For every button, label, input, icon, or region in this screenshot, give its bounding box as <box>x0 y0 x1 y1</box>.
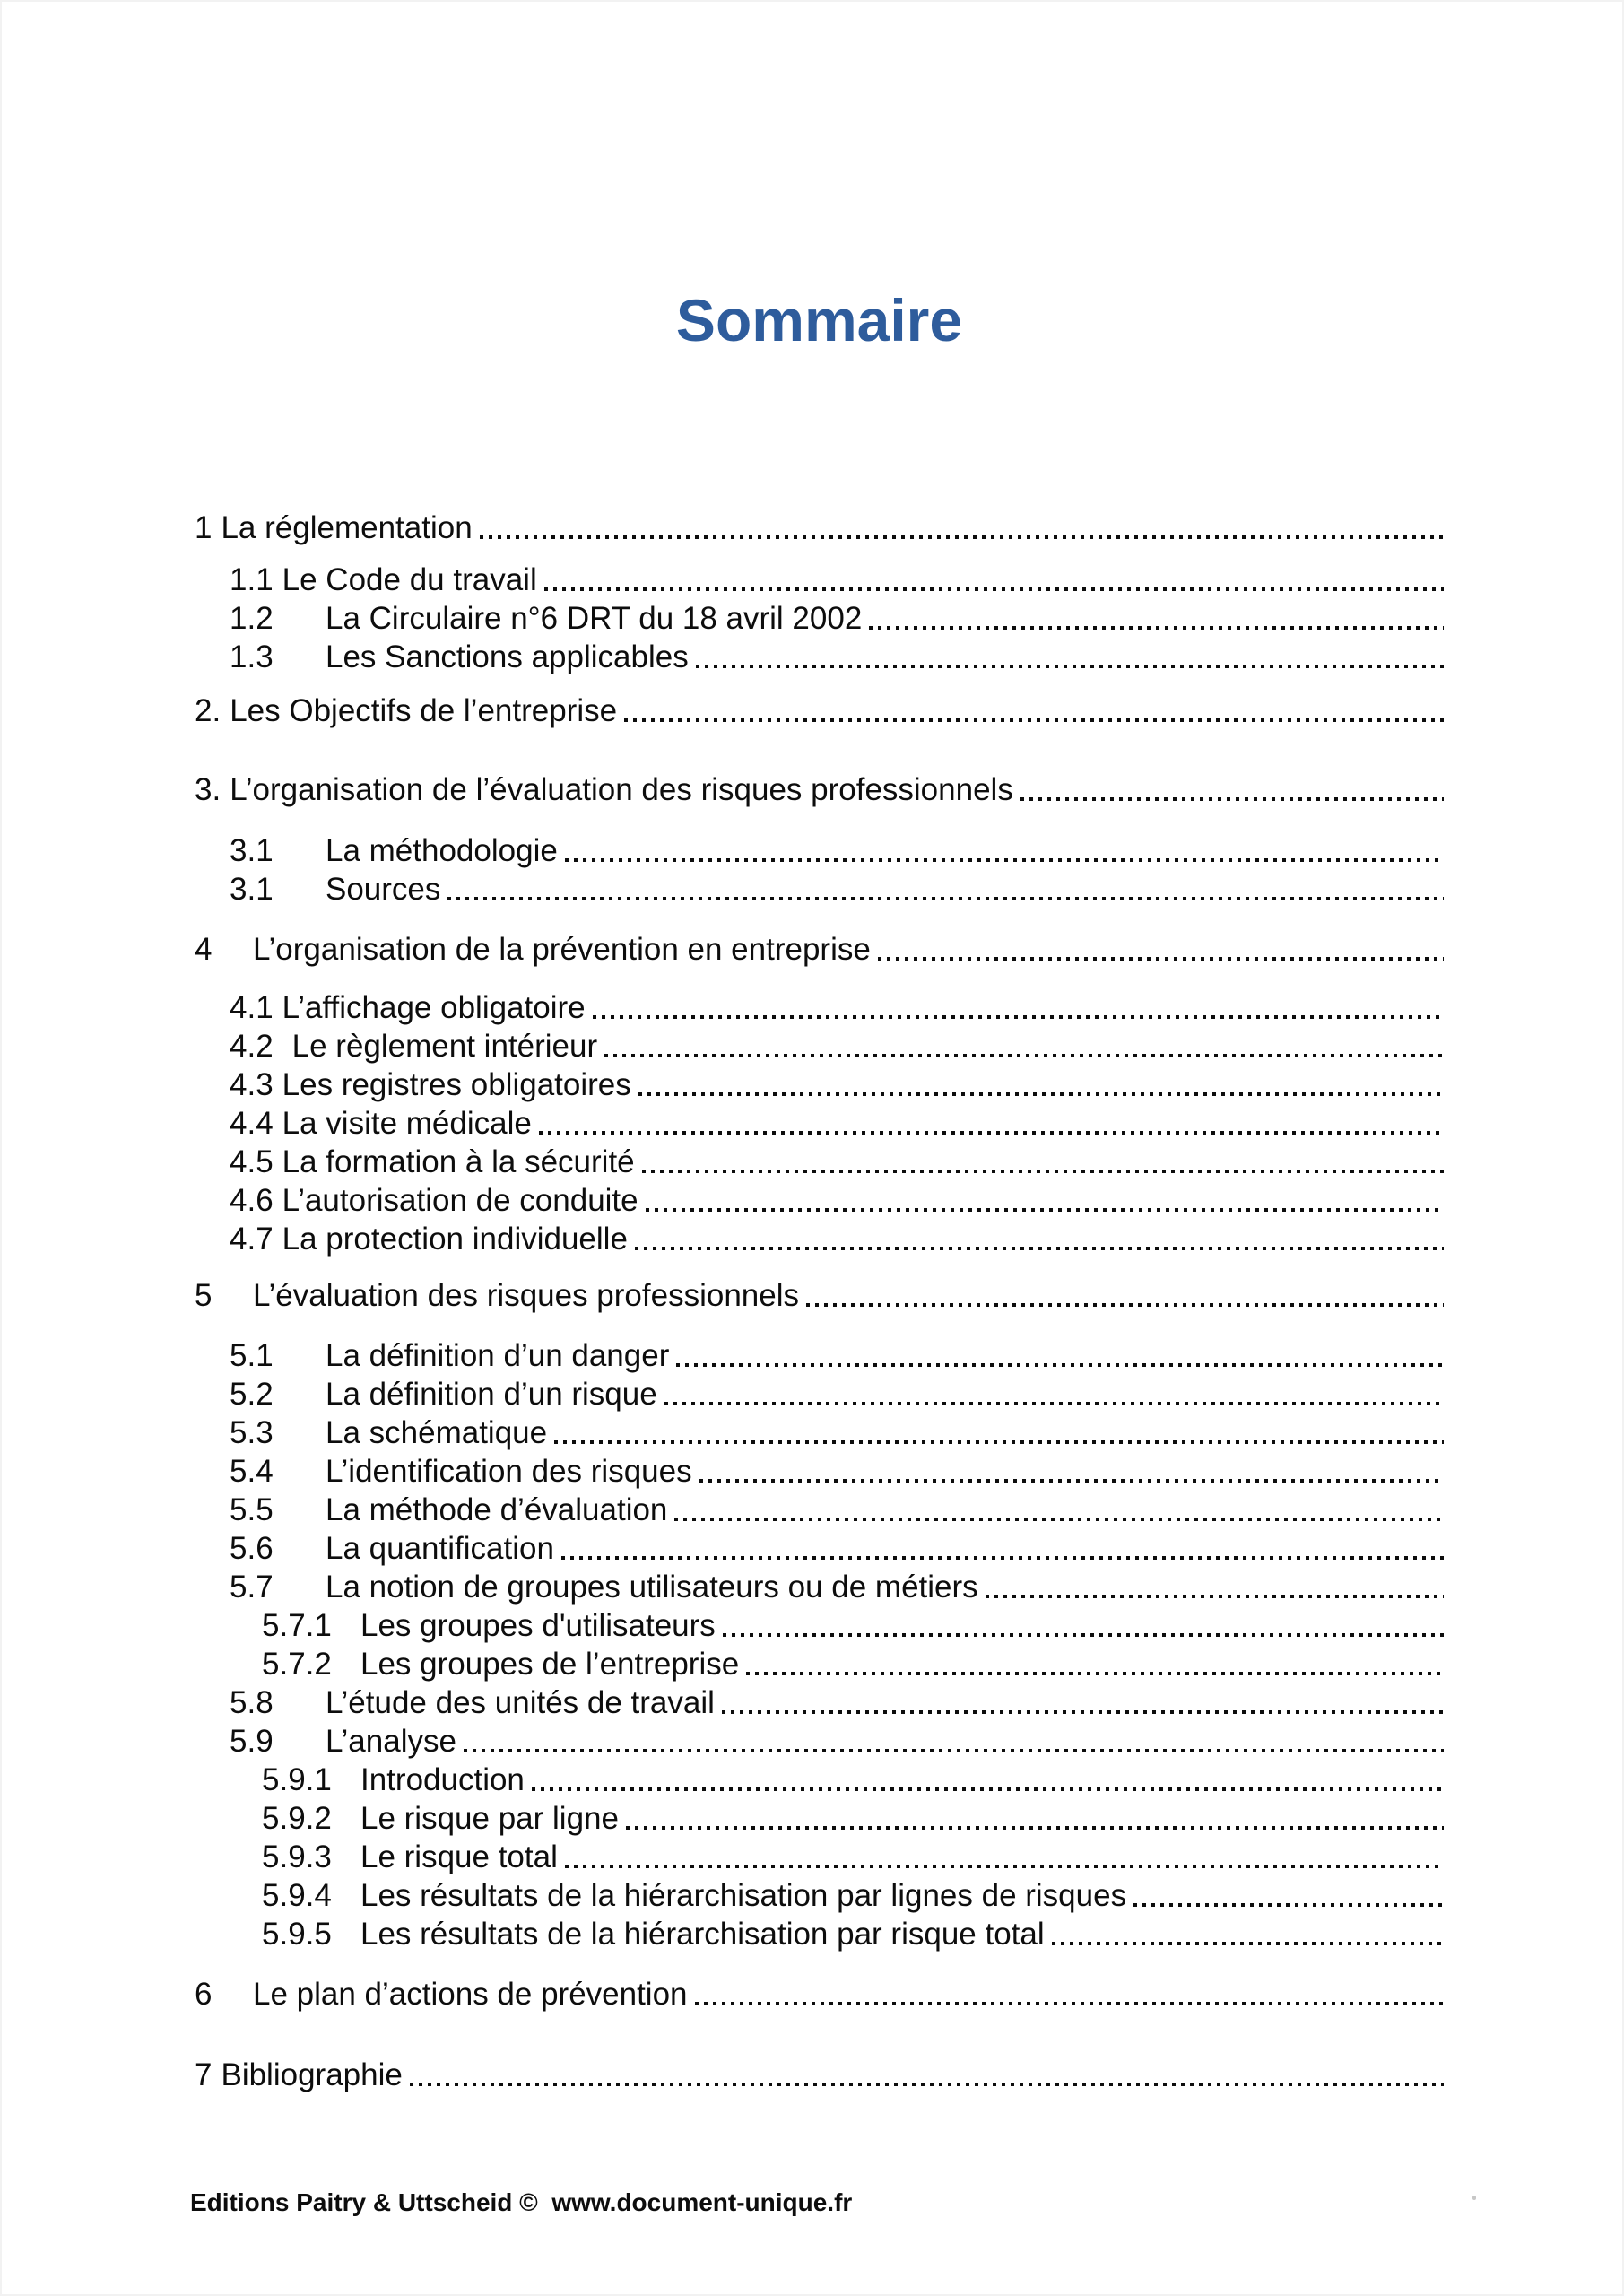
toc-entry-title: Les registres obligatoires <box>282 1067 631 1102</box>
toc-entry-title: L’analyse <box>326 1724 456 1759</box>
toc-entry-number: 1.3 <box>230 639 274 674</box>
toc-entry-title: Les résultats de la hiérarchisation par lignes de risques <box>360 1878 1127 1913</box>
toc-entry-title: Sources <box>326 872 441 907</box>
toc-entry-number: 5.9 <box>230 1724 274 1759</box>
footer-text: Editions Paitry & Uttscheid © www.document-unique.fr <box>190 2188 853 2216</box>
dot-leader <box>626 1826 1444 1830</box>
toc-entry-title: La méthodologie <box>326 833 558 868</box>
toc-entry <box>195 1375 1444 1413</box>
dot-leader <box>878 957 1444 961</box>
toc-entry-number: 5.7.1 <box>262 1608 332 1643</box>
toc-entry-title: La formation à la sécurité <box>282 1144 635 1179</box>
toc-entry <box>195 1683 1444 1722</box>
toc-entry <box>195 831 1444 870</box>
toc-entry-title: Le règlement intérieur <box>291 1029 598 1064</box>
dot-leader <box>480 535 1444 539</box>
toc-entry-number: 3. <box>195 772 221 807</box>
dot-leader <box>986 1595 1444 1598</box>
toc-entry <box>195 1181 1444 1220</box>
toc-entry-title: Les Sanctions applicables <box>326 639 689 674</box>
toc-entry-number: 4.7 <box>230 1222 274 1257</box>
toc-entry-title: La définition d’un risque <box>326 1377 657 1412</box>
toc-entry-title: La quantification <box>326 1531 554 1566</box>
toc-entry-title: La réglementation <box>221 510 473 545</box>
dot-leader <box>1020 797 1444 801</box>
toc-entry-number: 2. <box>195 693 221 728</box>
toc-entry-title: Les groupes d'utilisateurs <box>360 1608 716 1643</box>
toc-entry-number: 5.9.2 <box>262 1801 332 1836</box>
toc-entry-title: Introduction <box>360 1762 525 1797</box>
dot-leader <box>624 718 1444 722</box>
scan-artifact-dot <box>1472 2196 1476 2200</box>
toc-entry-number: 1.1 <box>230 562 274 597</box>
toc-entry-title: L’organisation de l’évaluation des risques professionnels <box>230 772 1013 807</box>
toc-entry-number: 3.1 <box>230 833 274 868</box>
toc-entry <box>195 1336 1444 1375</box>
toc-entry-title: L’évaluation des risques professionnels <box>253 1278 799 1313</box>
toc-entry <box>195 1606 1444 1645</box>
dot-leader <box>544 587 1444 591</box>
toc-entry <box>195 1065 1444 1104</box>
toc-entry-title: Les résultats de la hiérarchisation par risque total <box>360 1917 1045 1952</box>
toc-entry-title: La méthode d’évaluation <box>326 1492 668 1527</box>
dot-leader <box>664 1402 1444 1405</box>
toc-entry <box>195 1143 1444 1181</box>
toc-entry-title: La visite médicale <box>282 1106 532 1141</box>
toc-entry-title: Les groupes de l’entreprise <box>360 1647 740 1682</box>
toc-list <box>195 509 1444 2094</box>
toc-entry-number: 5.3 <box>230 1415 274 1450</box>
toc-entry-number: 3.1 <box>230 872 274 907</box>
toc-entry-number: 5.9.4 <box>262 1878 332 1913</box>
dot-leader <box>723 1633 1444 1637</box>
dot-leader <box>539 1131 1444 1135</box>
toc-entry <box>195 1413 1444 1452</box>
dot-leader <box>561 1556 1444 1560</box>
dot-leader <box>746 1672 1444 1675</box>
toc-entry-title: Le risque par ligne <box>360 1801 619 1836</box>
toc-entry-title: La Circulaire n°6 DRT du 18 avril 2002 <box>326 601 863 636</box>
toc-entry <box>195 1722 1444 1761</box>
toc-entry-number: 6 <box>195 1977 213 2012</box>
toc-entry <box>195 1838 1444 1876</box>
dot-leader <box>695 2002 1444 2005</box>
toc-entry-number: 5 <box>195 1278 213 1313</box>
toc-entry-number: 4.3 <box>230 1067 274 1102</box>
toc-entry-title: La définition d’un danger <box>326 1338 670 1373</box>
dot-leader <box>447 897 1444 900</box>
dot-leader <box>722 1710 1444 1714</box>
toc-entry-number: 5.2 <box>230 1377 274 1412</box>
toc-entry <box>195 870 1444 909</box>
dot-leader <box>642 1170 1444 1173</box>
toc-entry-number: 4.2 <box>230 1029 274 1064</box>
toc-entry <box>195 1452 1444 1491</box>
dot-leader <box>638 1092 1444 1096</box>
dot-leader <box>554 1440 1444 1444</box>
dot-leader <box>1052 1942 1444 1945</box>
toc-entry <box>195 599 1444 638</box>
dot-leader <box>464 1749 1444 1752</box>
toc-entry-number: 4 <box>195 932 213 967</box>
toc-entry <box>195 691 1444 730</box>
toc-entry-number: 7 <box>195 2057 213 2092</box>
toc-entry <box>195 2056 1444 2094</box>
dot-leader <box>604 1054 1444 1057</box>
toc-entry-number: 5.7.2 <box>262 1647 332 1682</box>
toc-entry-title: La notion de groupes utilisateurs ou de métiers <box>326 1570 978 1605</box>
toc-entry <box>195 1761 1444 1799</box>
toc-entry-number: 1 <box>195 510 213 545</box>
toc-entry <box>195 988 1444 1027</box>
toc-entry-number: 5.5 <box>230 1492 274 1527</box>
toc-entry-title: L’identification des risques <box>326 1454 692 1489</box>
toc-entry-number: 5.8 <box>230 1685 274 1720</box>
toc-entry <box>195 1568 1444 1606</box>
dot-leader <box>532 1787 1444 1791</box>
toc-entry <box>195 1876 1444 1915</box>
toc-entry-number: 4.1 <box>230 990 274 1025</box>
toc-entry-number: 1.2 <box>230 601 274 636</box>
toc-entry-title: L’organisation de la prévention en entreprise <box>253 932 871 967</box>
dot-leader <box>674 1518 1444 1521</box>
dot-leader <box>410 2083 1444 2086</box>
toc-entry <box>195 1529 1444 1568</box>
dot-leader <box>565 1865 1444 1868</box>
toc-entry-title: Le Code du travail <box>282 562 537 597</box>
toc-entry-number: 5.7 <box>230 1570 274 1605</box>
toc-entry <box>195 1491 1444 1529</box>
toc-entry-number: 5.9.1 <box>262 1762 332 1797</box>
dot-leader <box>806 1303 1444 1307</box>
dot-leader <box>699 1479 1444 1483</box>
dot-leader <box>1133 1903 1444 1907</box>
toc-entry <box>195 1645 1444 1683</box>
toc-entry <box>195 638 1444 676</box>
toc-entry-number: 4.6 <box>230 1183 274 1218</box>
toc-entry <box>195 561 1444 599</box>
toc-entry-number: 5.6 <box>230 1531 274 1566</box>
toc-entry-title: La schématique <box>326 1415 548 1450</box>
toc-entry-number: 5.1 <box>230 1338 274 1373</box>
toc-entry <box>195 1915 1444 1953</box>
toc-entry <box>195 770 1444 809</box>
toc-entry <box>195 1104 1444 1143</box>
toc-entry-title: Le risque total <box>360 1839 558 1874</box>
toc-entry <box>195 1027 1444 1065</box>
toc-entry-number: 5.9.3 <box>262 1839 332 1874</box>
toc-entry-number: 4.4 <box>230 1106 274 1141</box>
toc-entry-number: 5.4 <box>230 1454 274 1489</box>
toc-entry <box>195 930 1444 969</box>
page-title: Sommaire <box>675 287 963 353</box>
toc-entry-title: Le plan d’actions de prévention <box>253 1977 688 2012</box>
toc-entry-title: L’affichage obligatoire <box>282 990 586 1025</box>
toc-entry-number: 4.5 <box>230 1144 274 1179</box>
dot-leader <box>696 665 1444 668</box>
dot-leader <box>593 1015 1444 1019</box>
dot-leader <box>565 858 1444 862</box>
toc-entry-title: Bibliographie <box>221 2057 403 2092</box>
toc-entry <box>195 1276 1444 1315</box>
dot-leader <box>676 1363 1444 1367</box>
toc-entry-number: 5.9.5 <box>262 1917 332 1952</box>
dot-leader <box>635 1247 1444 1250</box>
toc-entry-title: L’autorisation de conduite <box>282 1183 638 1218</box>
toc-entry-title: L’étude des unités de travail <box>326 1685 715 1720</box>
dot-leader <box>646 1208 1444 1212</box>
toc-entry-title: Les Objectifs de l’entreprise <box>230 693 618 728</box>
toc-entry <box>195 509 1444 547</box>
toc-entry <box>195 1220 1444 1258</box>
toc-entry-title: La protection individuelle <box>282 1222 628 1257</box>
dot-leader <box>869 626 1444 630</box>
toc-entry <box>195 1975 1444 2013</box>
toc-entry <box>195 1799 1444 1838</box>
